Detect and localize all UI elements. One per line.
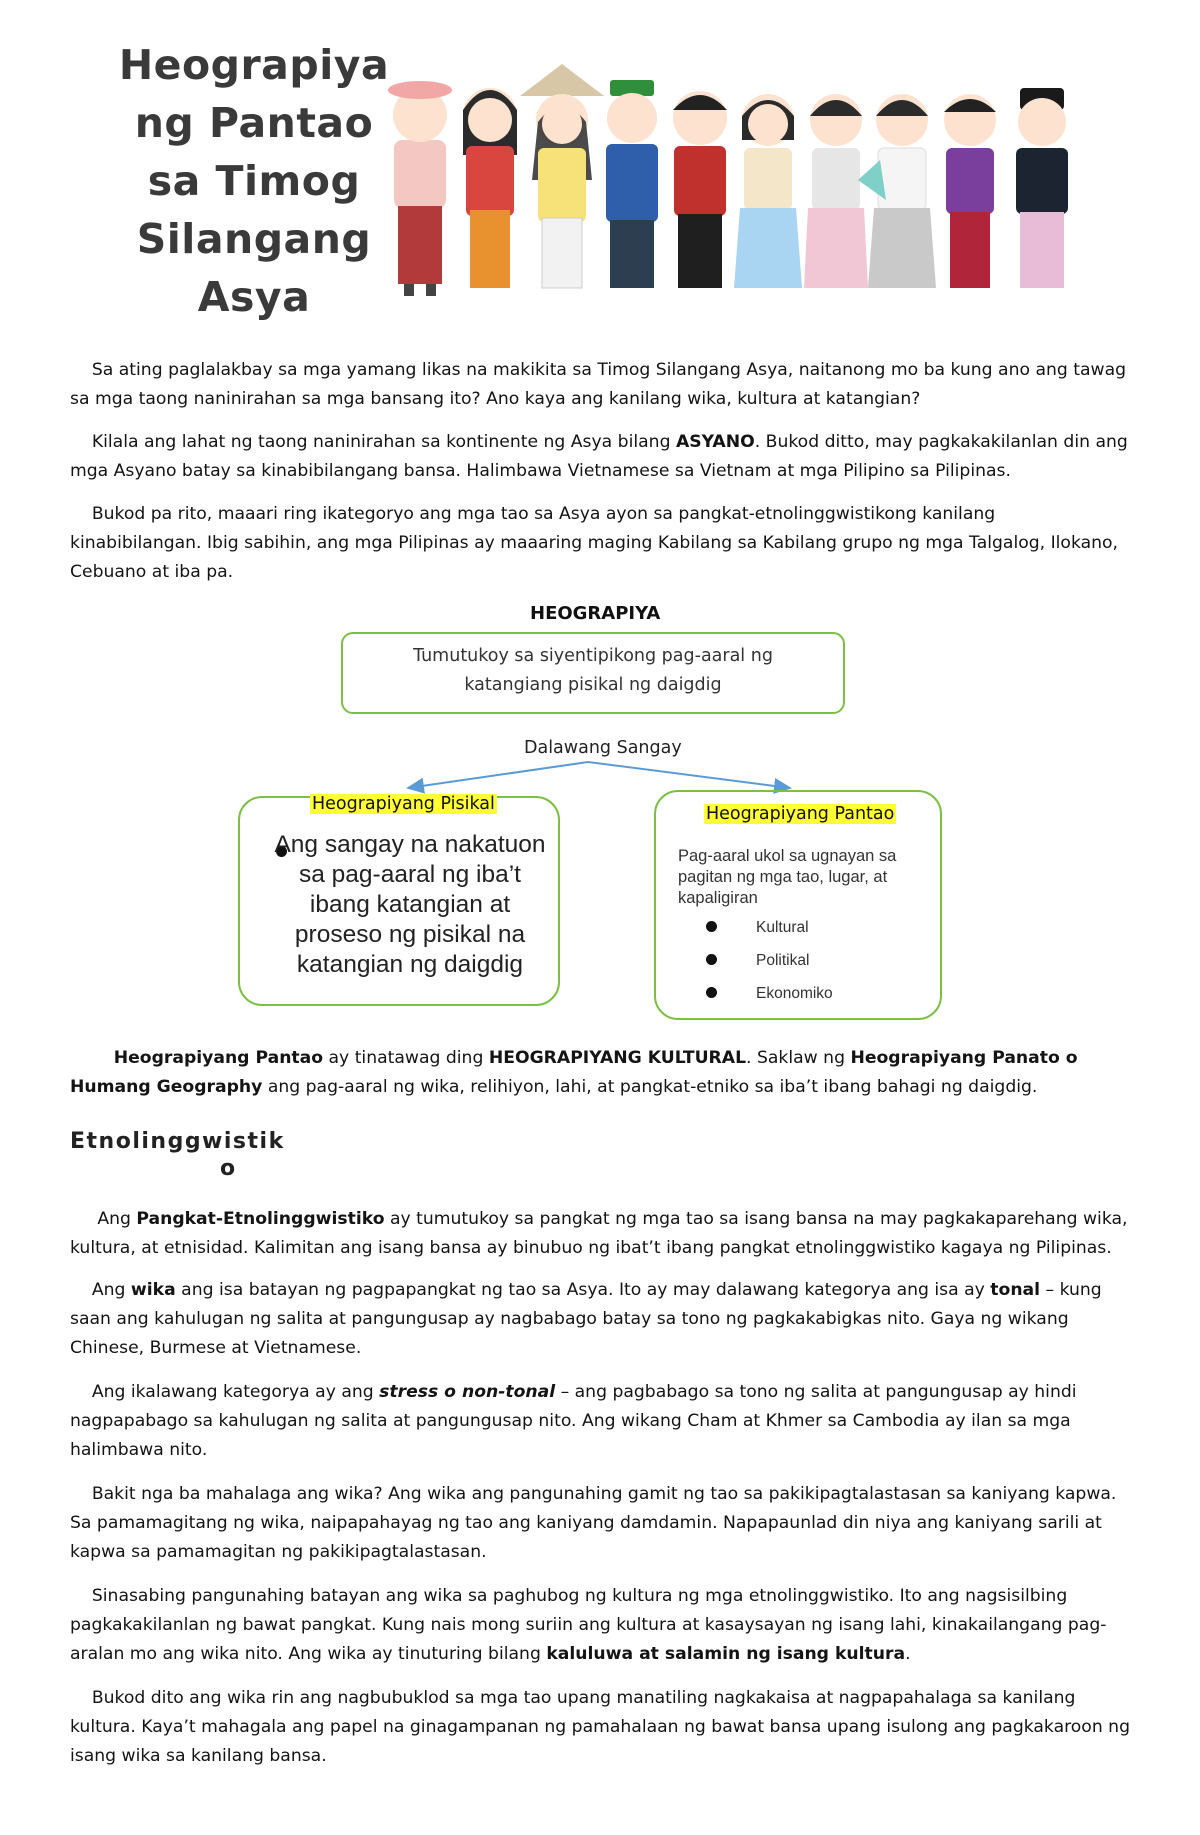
bullet-icon [706, 987, 717, 998]
person-figure-6 [734, 94, 802, 288]
title-line: ng Pantao [134, 99, 374, 147]
bold-term: Heograpiyang Panato o Humang Geography [70, 1048, 1078, 1097]
text-segment: Ang [97, 1209, 137, 1229]
text-segment: . Bukod ditto, may pagkakakilanlan din ang mga Asyano batay sa kinabibilangang bansa. Halimbawa Vietnamese sa Vietnam at mga Pilipino sa Pilipinas. [70, 432, 1128, 481]
person-figure-10 [1016, 88, 1068, 288]
body-paragraph-6 [70, 1684, 1132, 1771]
list-item-label: Kultural [756, 919, 809, 936]
text-segment: ay tumutukoy sa pangkat ng mga tao sa isang bansa na may pagkakaparehang wika, kultura, at etnisidad. Kalimitan ang isang bansa ay binubuo ng ibat’t ibang pangkat etnolinggwistiko kagaya ng Pilipinas. [70, 1209, 1128, 1258]
intro-paragraph-2 [70, 428, 1132, 486]
human-geography-description: Pag-aaral ukol sa ugnayan sa pagitan ng mga tao, lugar, at kapaligiran [678, 847, 897, 907]
text-segment [70, 1048, 114, 1068]
title-line: sa Timog [147, 157, 361, 205]
list-item-label: Ekonomiko [756, 985, 833, 1002]
southeast-asian-people-illustration [380, 60, 1100, 300]
text-segment: Sinasabing pangunahing batayan ang wika sa paghubog ng kultura ng mga etnolinggwistiko. Ito ang nagsisilbing pagkakakilanlan ng bawat pangkat. Kung nais mong suriin ang kultura at kasaysayan ng isang lahi, kinakailangang pag-aralan mo ang wika nito. Ang wika ay tinuturing bilang [70, 1586, 1107, 1664]
arrow-right [588, 762, 790, 788]
arrow-left [408, 762, 588, 788]
text-segment: – ang pagbabago sa tono ng salita at pangungusap ay hindi nagpapabago sa kahulugan ng salita at pangungusap nito. Ang wikang Cham at Khmer sa Cambodia ay ilan sa mga halimbawa nito. [70, 1382, 1077, 1460]
section-heading-line: Etnolinggwistik [70, 1129, 285, 1154]
list-item [706, 984, 833, 1017]
text-segment: Sa ating paglalakbay sa mga yamang likas na makikita sa Timog Silangang Asya, naitanong mo ba kung ano ang tawag sa mga taong naninirahan sa mga bansang ito? Ano kaya ang kanilang wika, kultura at katangian? [70, 360, 1127, 409]
text-segment [70, 1688, 92, 1708]
text-segment: ang pag-aaral ng wika, relihiyon, lahi, at pangkat-etniko sa iba’t ibang bahagi ng daigdig. [262, 1077, 1038, 1097]
text-segment [70, 1484, 92, 1504]
pantao-paragraph [70, 1044, 1132, 1102]
person-figure-3 [520, 64, 604, 288]
title-line: Heograpiya [118, 41, 390, 89]
body-paragraph-2 [70, 1276, 1132, 1363]
text-segment [70, 504, 92, 524]
page-title [118, 36, 390, 326]
physical-geography-heading: Heograpiyang Pisikal [312, 794, 495, 814]
bold-italic-term: stress o non-tonal [379, 1382, 556, 1402]
text-segment: ang isa batayan ng pagpapangkat ng tao sa Asya. Ito ay may dalawang kategorya ang isa ay [175, 1280, 991, 1300]
human-geography-heading: Heograpiyang Pantao [706, 804, 895, 824]
text-segment: Ang ikalawang kategorya ay ang [91, 1382, 380, 1402]
human-geography-list [706, 918, 833, 1017]
bullet-icon [706, 954, 717, 965]
person-figure-5 [673, 91, 727, 288]
physical-geography-box [238, 796, 560, 1006]
text-segment [70, 1209, 97, 1229]
bold-term: wika [130, 1280, 176, 1300]
bold-term: tonal [990, 1280, 1041, 1300]
text-segment: Ang [91, 1280, 131, 1300]
text-segment: – kung saan ang kahulugan ng salita at pangungusap ay nagbabago batay sa tono ng pagkakabigkas nito. Gaya ng wikang Chinese, Burmese at Vietnamese. [70, 1280, 1102, 1358]
list-item-label: Politikal [756, 952, 810, 969]
definition-text: Tumutukoy sa siyentipikong pag-aaral ng katangiang pisikal ng daigdig [413, 646, 773, 695]
text-segment [70, 1280, 92, 1300]
text-segment: ay tinatawag ding [323, 1048, 489, 1068]
section-heading-line: o [220, 1156, 237, 1181]
branch-label: Dalawang Sangay [524, 738, 682, 758]
text-segment: Bukod pa rito, maaari ring ikategoryo ang mga tao sa Asya ayon sa pangkat-etnolinggwistikong kanilang kinabibilangan. Ibig sabihin, ang mga Pilipinas ay maaaring maging Kabilang sa Kabilang grupo ng mga Talgalog, Ilokano, Cebuano at iba pa. [70, 504, 1118, 582]
text-segment: . [905, 1644, 911, 1664]
section-heading [70, 1128, 410, 1182]
intro-paragraph-3 [70, 500, 1132, 587]
title-line: Silangang [136, 215, 372, 263]
bullet-icon [706, 921, 717, 932]
person-figure-1 [388, 81, 452, 296]
list-item [706, 951, 833, 984]
person-figure-2 [463, 88, 517, 288]
human-geography-box [654, 790, 942, 1020]
person-figure-8 [858, 94, 936, 288]
body-paragraph-1 [70, 1205, 1132, 1263]
intro-paragraph-1 [70, 356, 1132, 414]
bold-term: Heograpiyang Pantao [113, 1048, 324, 1068]
text-segment: Kilala ang lahat ng taong naninirahan sa kontinente ng Asya bilang [91, 432, 676, 452]
text-segment [70, 1382, 92, 1402]
text-segment [70, 360, 92, 380]
definition-box [341, 632, 845, 714]
person-figure-7 [804, 94, 868, 288]
list-item [706, 918, 833, 951]
text-segment: Bukod dito ang wika rin ang nagbubuklod sa mga tao upang manatiling nagkakaisa at nagpapahalaga sa kanilang kultura. Kaya’t mahagala ang papel na ginagampanan ng pamahalaan ng bawat bansa upang isulong ang pagkakaroon ng isang wika sa kanilang bansa. [70, 1688, 1130, 1766]
text-segment [70, 1586, 92, 1606]
body-paragraph-5 [70, 1582, 1132, 1669]
person-figure-9 [944, 94, 996, 288]
text-segment: Bakit nga ba mahalaga ang wika? Ang wika ang pangunahing gamit ng tao sa pakikipagtalastasan sa kaniyang kapwa. Sa pamamagitang ng wika, naipapahayag ng tao ang kaniyang damdamin. Napapaunlad din niya ang kaniyang sarili at kapwa sa pamamagitan ng pakikipagtalastasan. [70, 1484, 1117, 1562]
body-paragraph-4 [70, 1480, 1132, 1567]
bold-term: ASYANO [675, 432, 755, 452]
person-figure-4 [606, 80, 658, 288]
text-segment: . Saklaw ng [746, 1048, 851, 1068]
diagram-title: HEOGRAPIYA [530, 603, 661, 624]
bold-term: Pangkat-Etnolinggwistiko [136, 1209, 385, 1229]
title-line: Asya [197, 273, 311, 321]
bold-term: kaluluwa at salamin ng isang kultura [546, 1644, 906, 1664]
text-segment [70, 432, 92, 452]
physical-geography-text: Ang sangay na nakatuon sa pag-aaral ng iba’t ibang katangian at proseso ng pisikal na katangian ng daigdig [274, 831, 546, 978]
body-paragraph-3 [70, 1378, 1132, 1465]
bold-term: HEOGRAPIYANG KULTURAL [488, 1048, 747, 1068]
